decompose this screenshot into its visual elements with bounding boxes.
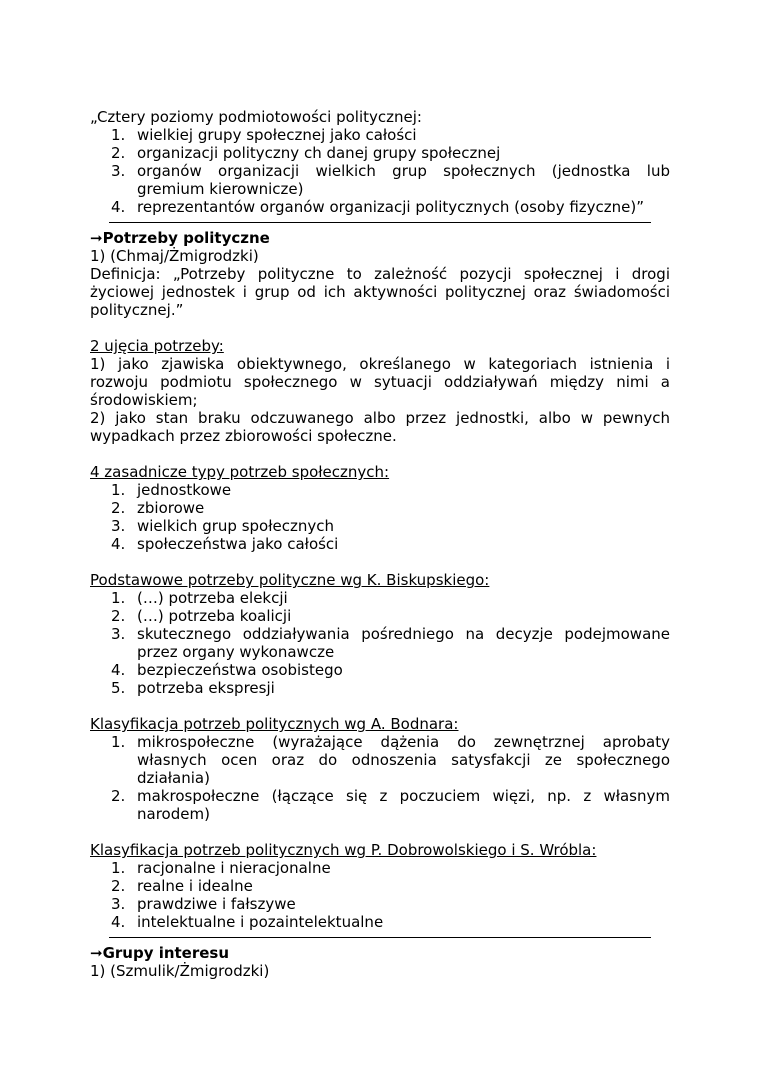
- list-item: 4. społeczeństwa jako całości: [111, 535, 339, 553]
- list-item: 4. reprezentantów organów organizacji politycznych (osoby fizyczne)”: [111, 198, 645, 216]
- list-item: 2. organizacji polityczny ch danej grupy społecznej: [111, 144, 501, 162]
- types-list: [90, 481, 670, 553]
- ujecie-paragraph: 2) jako stan braku odczuwanego albo przez jednostki, albo w pewnych wypadkach przez zbiorowości społeczne.: [90, 409, 670, 445]
- list-item: 4. bezpieczeństwa osobistego: [111, 661, 343, 679]
- list-item: 3. skutecznego oddziaływania pośredniego na decyzje podejmowane przez organy wykonawcze: [111, 625, 670, 661]
- intro-list: [90, 126, 670, 216]
- bodnar-list: [90, 733, 670, 823]
- dobrowolski-list: [90, 859, 670, 931]
- subheading-ujecia: 2 ujęcia potrzeby:: [90, 337, 224, 355]
- subheading-types: 4 zasadnicze typy potrzeb społecznych:: [90, 463, 390, 481]
- ujecie-paragraph: 1) jako zjawiska obiektywnego, określanego w kategoriach istnienia i rozwoju podmiotu społecznego w sytuacji oddziaływań między nimi a środowiskiem;: [90, 355, 670, 409]
- subheading-dobrowolski: Klasyfikacja potrzeb politycznych wg P. Dobrowolskiego i S. Wróbla:: [90, 841, 597, 859]
- source-note: 1) (Szmulik/Żmigrodzki): [90, 962, 270, 980]
- list-item: 4. intelektualne i pozaintelektualne: [111, 913, 384, 931]
- definition-paragraph: Definicja: „Potrzeby polityczne to zależność pozycji społecznej i drogi życiowej jednostek i grup od ich aktywności politycznej oraz świadomości politycznej.”: [90, 265, 670, 319]
- list-item: 2. zbiorowe: [111, 499, 205, 517]
- list-item: 1. wielkiej grupy społecznej jako całości: [111, 126, 417, 144]
- list-item: 5. potrzeba ekspresji: [111, 679, 275, 697]
- document-page: [90, 108, 670, 980]
- intro-lead: „Cztery poziomy podmiotowości politycznej:: [90, 108, 422, 126]
- list-item: 1. (…) potrzeba elekcji: [111, 589, 288, 607]
- section-divider: [109, 937, 651, 938]
- subheading-bodnar: Klasyfikacja potrzeb politycznych wg A. Bodnara:: [90, 715, 459, 733]
- list-item: 2. makrospołeczne (łączące się z poczuciem więzi, np. z własnym narodem): [111, 787, 670, 823]
- list-item: 2. (…) potrzeba koalicji: [111, 607, 292, 625]
- source-note: 1) (Chmaj/Żmigrodzki): [90, 247, 259, 265]
- list-item: 1. mikrospołeczne (wyrażające dążenia do zewnętrznej aprobaty własnych ocen oraz do odnoszenia satysfakcji ze społecznego działania): [111, 733, 670, 787]
- subheading-biskupski: Podstawowe potrzeby polityczne wg K. Biskupskiego:: [90, 571, 490, 589]
- list-item: 3. organów organizacji wielkich grup społecznych (jednostka lub gremium kierownicze): [111, 162, 670, 198]
- list-item: 3. wielkich grup społecznych: [111, 517, 334, 535]
- section-heading-grupy: ➞Grupy interesu: [90, 944, 230, 962]
- biskupski-list: [90, 589, 670, 697]
- list-item: 3. prawdziwe i fałszywe: [111, 895, 296, 913]
- section-heading-potrzeby: ➞Potrzeby polityczne: [90, 229, 270, 247]
- section-divider: [109, 222, 651, 223]
- list-item: 2. realne i idealne: [111, 877, 253, 895]
- list-item: 1. jednostkowe: [111, 481, 232, 499]
- list-item: 1. racjonalne i nieracjonalne: [111, 859, 331, 877]
